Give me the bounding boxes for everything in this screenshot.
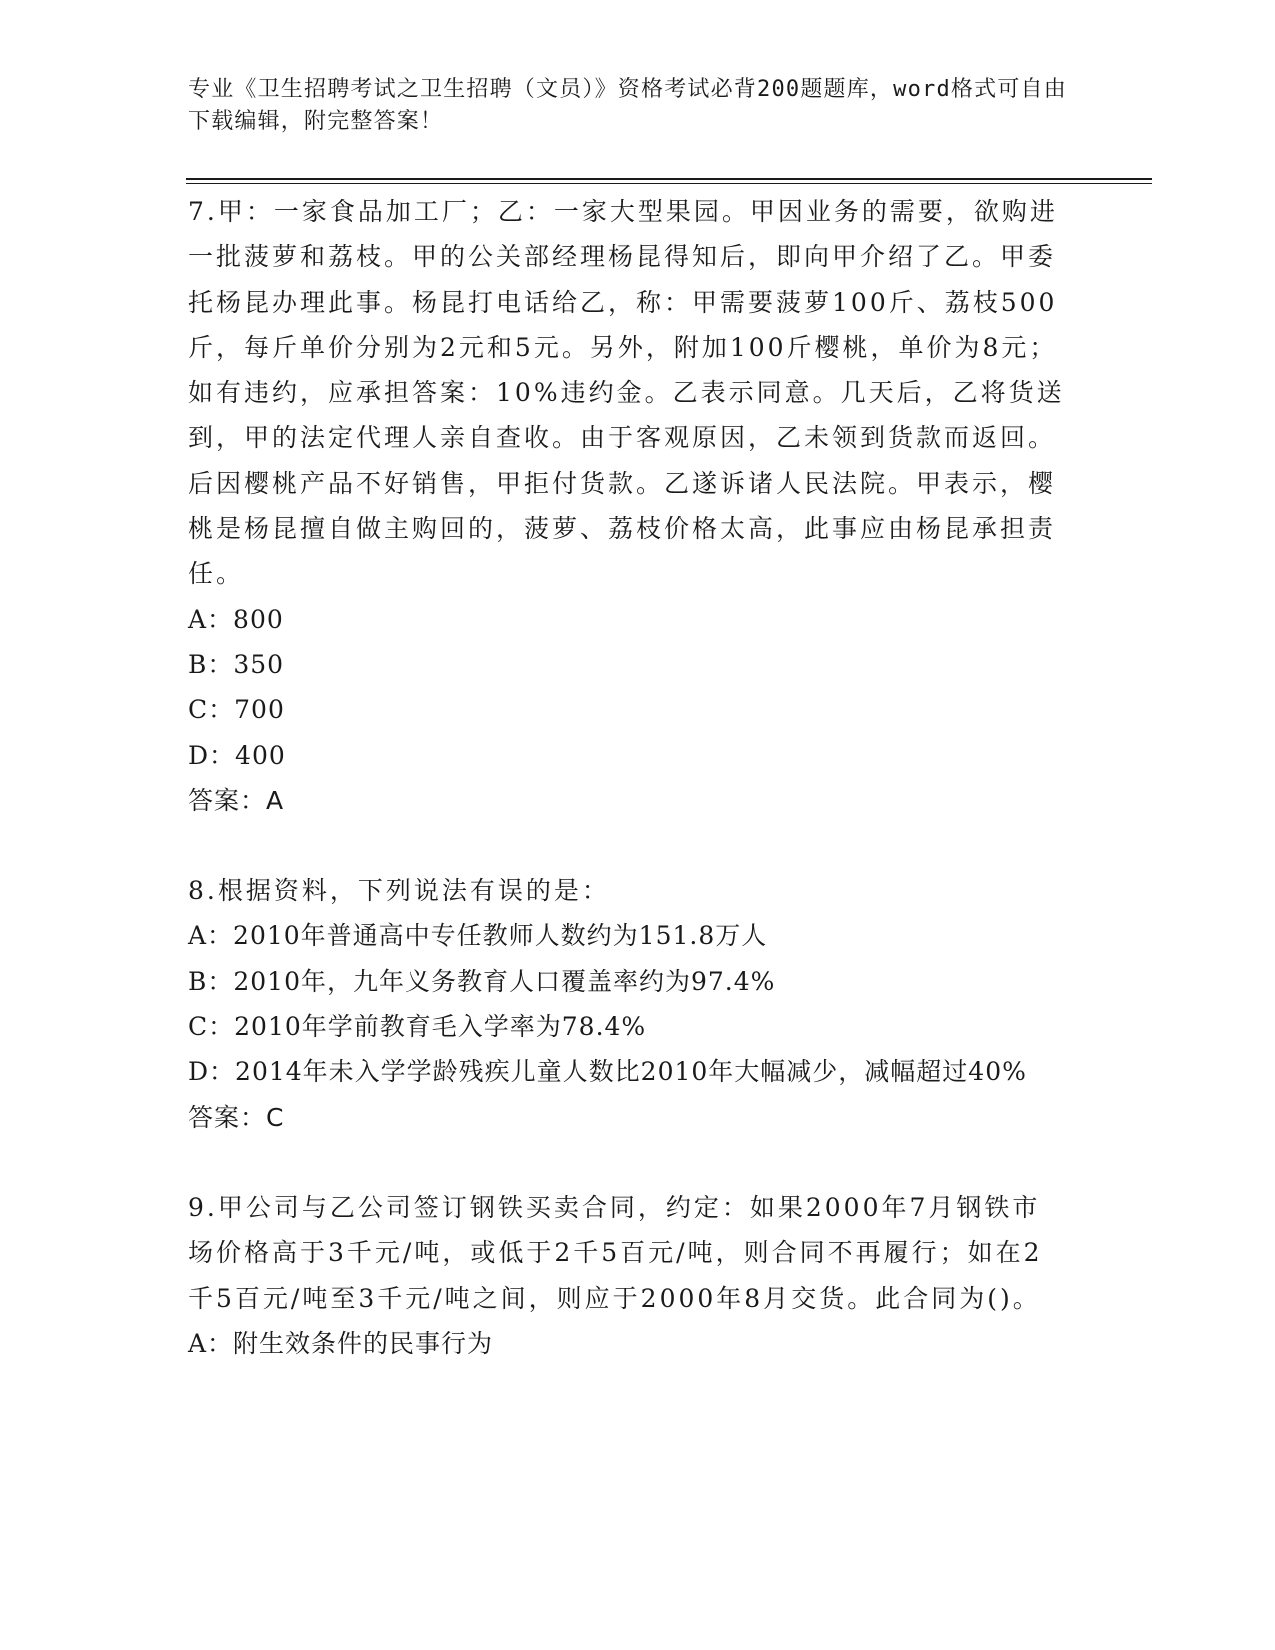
answer-line: 答案：A [188, 785, 285, 815]
option-b: B：2010年，九年义务教育人口覆盖率约为97.4% [188, 966, 776, 996]
question-list [188, 189, 1068, 1366]
header-text: 专业《卫生招聘考试之卫生招聘（文员）》资格考试必背200题题库，word格式可自由下载编辑，附完整答案！ [188, 77, 1067, 134]
spacer [188, 823, 1068, 868]
option-a: A：2010年普通高中专任教师人数约为151.8万人 [188, 921, 768, 951]
option-a: A：800 [188, 604, 284, 634]
header-rule-thick [186, 178, 1152, 180]
option-d: D：400 [188, 740, 286, 770]
option-c: C：700 [188, 695, 285, 725]
question-8 [188, 868, 1068, 1140]
option-c: C：2010年学前教育毛入学率为78.4% [188, 1012, 647, 1042]
document-header [188, 74, 1068, 138]
answer-line: 答案：C [188, 1102, 285, 1132]
option-b: B：350 [188, 649, 285, 679]
header-rule-thin [186, 183, 1152, 184]
option-d: D：2014年未入学学龄残疾儿童人数比2010年大幅减少，减幅超过40% [188, 1057, 1027, 1087]
question-stem: 8.根据资料，下列说法有误的是： [188, 876, 610, 906]
question-stem: 7.甲：一家食品加工厂；乙：一家大型果园。甲因业务的需要，欲购进一批菠萝和荔枝。甲的公关部经理杨昆得知后，即向甲介绍了乙。甲委托杨昆办理此事。杨昆打电话给乙，称：甲需要菠萝100斤、荔枝500斤，每斤单价分别为2元和5元。另外，附加100斤樱桃，单价为8元；如有违约，应承担答案：10%违约金。乙表示同意。几天后，乙将货送到，甲的法定代理人亲自查收。由于客观原因，乙未领到货款而返回。后因樱桃产品不好销售，甲拒付货款。乙遂诉诸人民法院。甲表示，樱桃是杨昆擅自做主购回的，菠萝、荔枝价格太高，此事应由杨昆承担责任。 [188, 197, 1065, 589]
spacer [188, 1140, 1068, 1185]
question-9 [188, 1185, 1068, 1366]
option-a: A：附生效条件的民事行为 [188, 1328, 494, 1358]
question-stem: 9.甲公司与乙公司签订钢铁买卖合同，约定：如果2000年7月钢铁市场价格高于3千元/吨，或低于2千5百元/吨，则合同不再履行；如在2千5百元/吨至3千元/吨之间，则应于2000年8月交货。此合同为()。 [188, 1192, 1043, 1313]
question-7 [188, 189, 1068, 823]
